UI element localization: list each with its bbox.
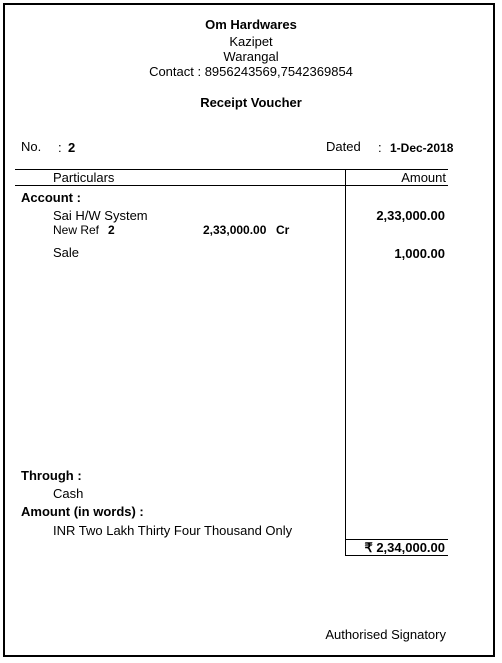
- dated-value: 1-Dec-2018: [390, 141, 454, 155]
- bill-ref-type: Cr: [276, 223, 290, 237]
- col-particulars-header: Particulars: [53, 170, 115, 185]
- voucher-no-value: 2: [68, 140, 76, 155]
- table-header-rule: [15, 185, 448, 186]
- company-contact: Contact : 8956243569,7542369854: [149, 64, 353, 79]
- amount-in-words-value: INR Two Lakh Thirty Four Thousand Only: [53, 523, 293, 538]
- amount-in-words-label: Amount (in words) :: [21, 504, 144, 519]
- entry-name: Sai H/W System: [53, 208, 148, 223]
- bill-ref-no: 2: [108, 223, 115, 237]
- voucher-no-label: No.: [21, 139, 42, 154]
- voucher-no-separator: :: [58, 140, 62, 155]
- dated-label: Dated: [326, 139, 361, 154]
- through-label: Through :: [21, 468, 82, 483]
- bill-ref-label: New Ref: [53, 223, 100, 237]
- total-bottom-rule: [345, 555, 448, 556]
- entry-amount: 1,000.00: [394, 246, 445, 261]
- company-address-line2: Warangal: [223, 49, 279, 64]
- bill-ref-amount: 2,33,000.00: [203, 223, 267, 237]
- authorised-signatory: Authorised Signatory: [325, 627, 446, 642]
- entry-amount: 2,33,000.00: [376, 208, 445, 223]
- company-address-line1: Kazipet: [229, 34, 273, 49]
- dated-separator: :: [378, 140, 382, 155]
- amount-column-divider: [345, 169, 346, 555]
- voucher-title: Receipt Voucher: [200, 95, 302, 110]
- through-value: Cash: [53, 486, 84, 501]
- col-amount-header: Amount: [401, 170, 446, 185]
- entry-name: Sale: [53, 245, 80, 260]
- total-amount: ₹ 2,34,000.00: [364, 540, 445, 555]
- account-label: Account :: [21, 190, 81, 205]
- company-name: Om Hardwares: [205, 17, 297, 32]
